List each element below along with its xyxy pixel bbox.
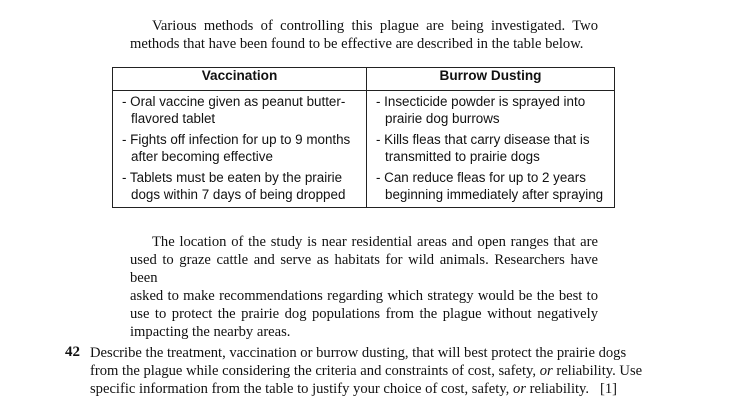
vaccination-item: - Fights off infection for up to 9 months after becoming effective [122,132,351,164]
intro-line-2: methods that have been found to be effective are described in the table below. [130,36,584,52]
question-line-3-or: or [512,381,526,397]
table-row [113,91,615,208]
burrow-dusting-item: - Insecticide powder is sprayed into prairie dog burrows [376,94,586,126]
paragraph-line: impacting the nearby areas. [130,324,291,340]
intro-line-1: Various methods of controlling this plague are being investigated. Two [152,18,598,34]
table-header-row [113,68,615,91]
burrow-dusting-cell [367,91,615,208]
question-line-3-start: specific information from the table to justify your choice of cost, safety, [90,381,510,397]
question-number: 42 [65,344,80,360]
paragraph-line: use to protect the prairie dog populations from the plague without negatively [130,306,598,322]
header-burrow-dusting: Burrow Dusting [367,68,615,91]
question-line-3-end: reliability. [529,381,590,397]
question-line-3 [90,380,638,398]
paragraph-line: asked to make recommendations regarding which strategy would be the best to [130,288,598,304]
paragraph-line: The location of the study is near residential areas and open ranges that are [152,234,598,250]
credit-value: [1] [600,381,618,397]
burrow-dusting-item: - Kills fleas that carry disease that is transmitted to prairie dogs [376,132,590,164]
burrow-dusting-item: - Can reduce fleas for up to 2 years beginning immediately after spraying [376,170,604,202]
question-line-2-or: or [539,363,553,379]
question-line-2 [90,362,643,380]
methods-table [112,67,615,208]
paragraph-line: used to graze cattle and serve as habitats for wild animals. Researchers have been [130,252,598,286]
question-line-2-end: reliability. Use [556,363,643,379]
intro-paragraph [130,17,598,53]
question-line-1: Describe the treatment, vaccination or burrow dusting, that will best protect the prairie dogs [90,345,627,361]
study-location-paragraph [130,233,598,341]
header-vaccination: Vaccination [113,68,367,91]
vaccination-item: - Oral vaccine given as peanut butter-flavored tablet [122,94,346,126]
question-line-2-start: from the plague while considering the criteria and constraints of cost, safety, [90,363,537,379]
vaccination-cell [113,91,367,208]
question-text [90,344,643,398]
vaccination-item: - Tablets must be eaten by the prairie dogs within 7 days of being dropped [122,170,346,202]
